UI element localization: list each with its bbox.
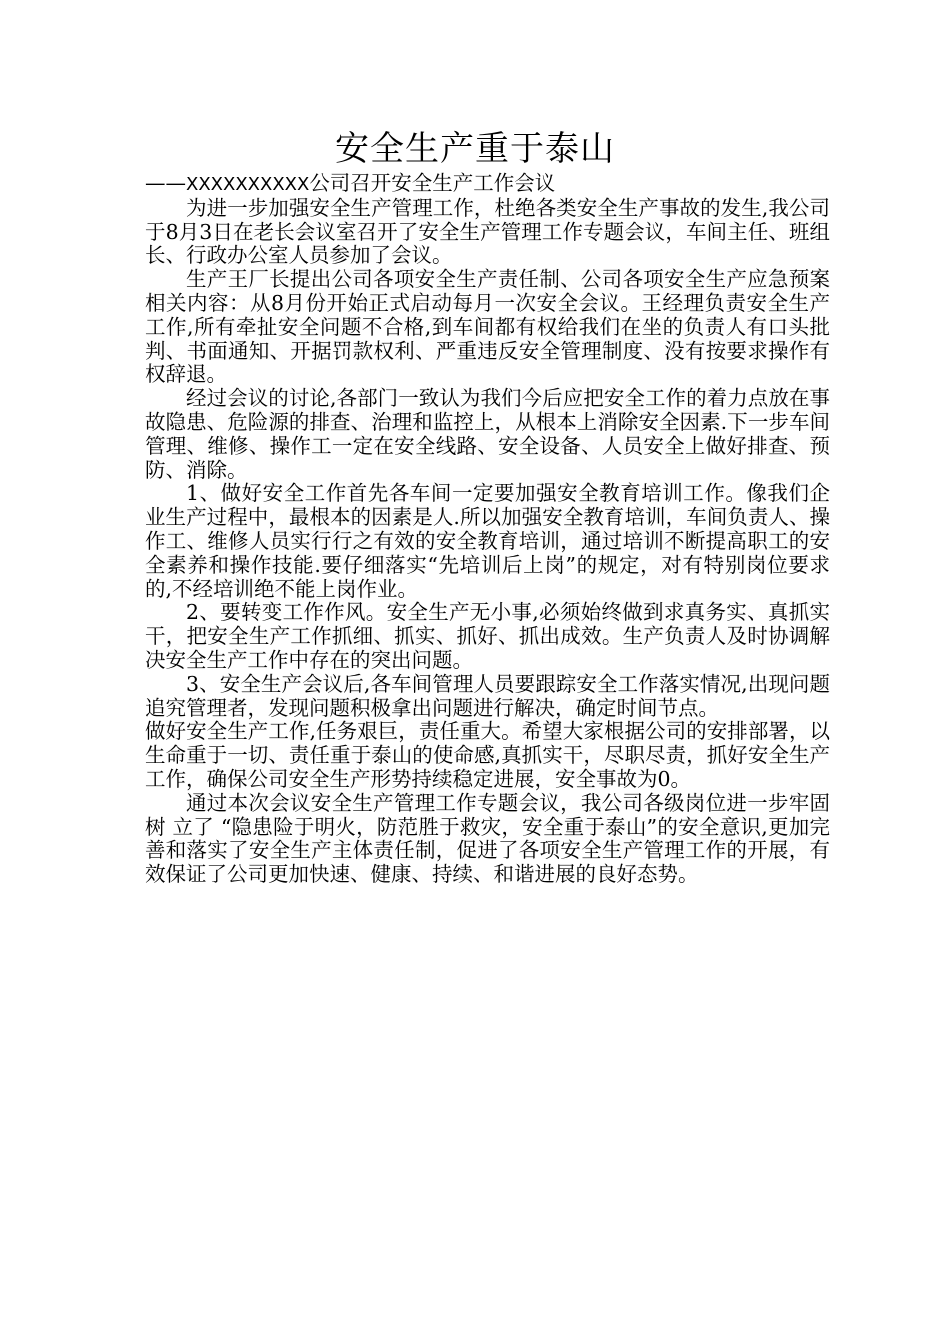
- paragraph-responsibility: 生产王厂长提出公司各项安全生产责任制、公司各项安全生产应急预案相关内容：从8月份开始正式启动每月一次安全会议。王经理负责安全生产工作,所有牵扯安全问题不合格,到车间都有权给我们在坐的负责人有口头批判、书面通知、开据罚款权利、严重违反安全管理制度、没有按要求操作有权辞退。: [145, 267, 830, 387]
- document-body: [145, 172, 830, 887]
- subtitle-text: 公司召开安全生产工作会议: [309, 171, 556, 195]
- paragraph-discussion: 经过会议的讨论,各部门一致认为我们今后应把安全工作的着力点放在事故隐患、危险源的排查、治理和监控上，从根本上消除安全因素.下一步车间管理、维修、操作工一定在安全线路、安全设备、人员安全上做好排查、预防、消除。: [145, 386, 830, 482]
- subtitle-dash: ——: [145, 171, 186, 195]
- subtitle-company-name: XXXXXXXXXX: [186, 174, 310, 195]
- paragraph-summary: 做好安全生产工作,任务艰巨，责任重大。希望大家根据公司的安排部署，以生命重于一切、责任重于泰山的使命感,真抓实干，尽职尽责，抓好安全生产工作，确保公司安全生产形势持续稳定进展，安全事故为0。: [145, 719, 830, 791]
- paragraph-conclusion: 通过本次会议安全生产管理工作专题会议，我公司各级岗位进一步牢固树 立了 “隐患险于明火，防范胜于救灾，安全重于泰山”的安全意识,更加完善和落实了安全生产主体责任制，促进了各项安全生产管理工作的开展，有效保证了公司更加快速、健康、持续、和谐进展的良好态势。: [145, 790, 830, 887]
- document-title: 安全生产重于泰山: [335, 129, 615, 169]
- paragraph-item-2: 2、要转变工作作风。安全生产无小事,必须始终做到求真务实、真抓实干，把安全生产工作抓细、抓实、抓好、抓出成效。生产负责人及时协调解决安全生产工作中存在的突出问题。: [145, 600, 830, 672]
- paragraph-intro: 为进一步加强安全生产管理工作，杜绝各类安全生产事故的发生,我公司于8月3日在老长会议室召开了安全生产管理工作专题会议，车间主任、班组长、行政办公室人员参加了会议。: [145, 195, 830, 268]
- paragraph-item-3: 3、安全生产会议后,各车间管理人员要跟踪安全工作落实情况,出现问题追究管理者，发现问题积极拿出问题进行解决，确定时间节点。: [145, 671, 830, 720]
- document-subtitle: [145, 172, 830, 197]
- paragraph-item-1: 1、做好安全工作首先各车间一定要加强安全教育培训工作。像我们企业生产过程中，最根本的因素是人.所以加强安全教育培训，车间负责人、操作工、维修人员实行行之有效的安全教育培训，通过培训不断提高职工的安全素养和操作技能.要仔细落实“先培训后上岗”的规定，对有特别岗位要求的,不经培训绝不能上岗作业。: [145, 481, 830, 601]
